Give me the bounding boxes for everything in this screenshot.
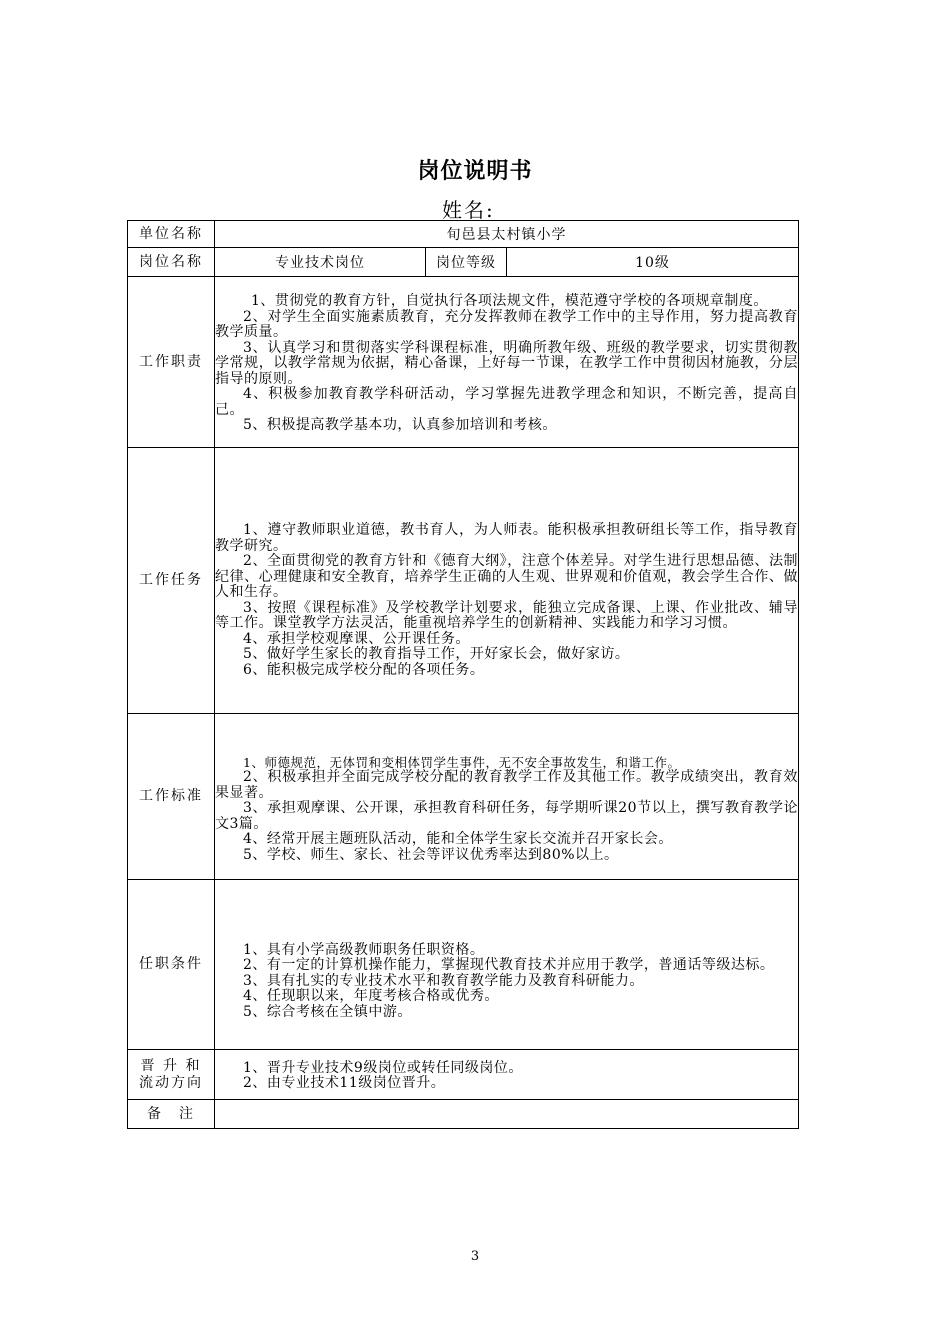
duty-item: 1、贯彻党的教育方针，自觉执行各项法规文件，模范遵守学校的各项规章制度。 (251, 293, 768, 310)
qualification-item: 4、任现职以来，年度考核合格或优秀。 (243, 988, 499, 1005)
qualification-item: 3、具有扎实的专业技术水平和教育教学能力及教育科研能力。 (243, 972, 644, 989)
job-description-table (127, 220, 799, 1129)
task-item: 6、能积极完成学校分配的各项任务。 (243, 661, 485, 678)
row-qualifications (128, 880, 799, 1050)
document-title: 岗位说明书 (417, 159, 533, 184)
row-unit (128, 221, 799, 248)
standard-item: 1、师德规范，无体罚和变相体罚学生事件，无不安全事故发生，和谐工作。 (243, 754, 681, 770)
tasks-label: 工作任务 (128, 448, 215, 714)
row-tasks (128, 448, 799, 714)
grade-value: 10级 (507, 248, 799, 277)
grade-label: 岗位等级 (426, 248, 507, 277)
qualifications-label: 任职条件 (128, 880, 215, 1050)
task-item: 1、遵守教师职业道德，教书育人，为人师表。能积极承担教研组长等工作，指导教育教学研究。 (215, 522, 799, 554)
duties-label: 工作职责 (128, 277, 215, 448)
row-position (128, 248, 799, 277)
qualifications-content (215, 880, 799, 1050)
task-item: 5、做好学生家长的教育指导工作，开好家长会，做好家访。 (243, 646, 630, 662)
standard-item: 4、经常开展主题班队活动，能和全体学生家长交流并召开家长会。 (243, 831, 673, 848)
unit-label: 单位名称 (128, 221, 215, 248)
qualification-item: 2、有一定的计算机操作能力，掌握现代教育技术并应用于教学，普通话等级达标。 (243, 957, 775, 974)
tasks-content (215, 448, 799, 714)
remarks-label: 备 注 (128, 1100, 215, 1129)
row-remarks (128, 1100, 799, 1129)
duty-item: 3、认真学习和贯彻落实学科课程标准，明确所教年级、班级的教学要求，切实贯彻教学常规，以教学常规为依据，精心备课，上好每一节课，在教学工作中贯彻因材施教，分层指导的原则。 (215, 339, 799, 387)
position-label: 岗位名称 (128, 248, 215, 277)
name-label: 姓名: (442, 198, 495, 222)
standard-item: 5、学校、师生、家长、社会等评议优秀率达到80%以上。 (243, 846, 619, 863)
standard-item: 2、积极承担并全面完成学校分配的教育教学工作及其他工作。教学成绩突出，教育效果显著。 (215, 769, 799, 801)
task-item: 4、承担学校观摩课、公开课任务。 (243, 630, 470, 647)
task-item: 3、按照《课程标准》及学校教学计划要求，能独立完成备课、上课、作业批改、辅导等工作。课堂教学方法灵活，能重视培养学生的创新精神、实践能力和学习习惯。 (215, 599, 799, 631)
promotion-label-line1: 晋 升 和 (140, 1057, 202, 1074)
row-duties (128, 277, 799, 448)
promotion-item: 1、晋升专业技术9级岗位或转任同级岗位。 (243, 1059, 523, 1076)
duty-item: 4、积极参加教育教学科研活动，学习掌握先进教学理念和知识，不断完善，提高自己。 (215, 386, 799, 418)
duties-content (215, 277, 799, 448)
promotion-item: 2、由专业技术11级岗位晋升。 (243, 1075, 446, 1091)
unit-value: 旬邑县太村镇小学 (215, 221, 799, 248)
qualification-item: 5、综合考核在全镇中游。 (243, 1003, 412, 1020)
row-standards (128, 714, 799, 880)
remarks-value (215, 1100, 799, 1129)
page-number: 3 (470, 1249, 480, 1264)
duty-item: 2、对学生全面实施素质教育，充分发挥教师在教学工作中的主导作用，努力提高教育教学质量。 (215, 308, 799, 341)
qualification-item: 1、具有小学高级教师职务任职资格。 (243, 941, 485, 958)
standards-content (215, 714, 799, 880)
standard-item: 3、承担观摩课、公开课，承担教育科研任务，每学期听课20节以上，撰写教育教学论文3篇。 (215, 800, 799, 832)
duty-item: 5、积极提高教学基本功，认真参加培训和考核。 (243, 417, 557, 434)
promotion-content (215, 1050, 799, 1100)
promotion-label-line2: 流动方向 (139, 1074, 203, 1091)
row-promotion (128, 1050, 799, 1100)
position-value: 专业技术岗位 (215, 248, 426, 277)
task-item: 2、全面贯彻党的教育方针和《德育大纲》，注意个体差异。对学生进行思想品德、法制纪律、心理健康和安全教育，培养学生正确的人生观、世界观和价值观，教会学生合作、做人和生存。 (215, 553, 799, 600)
standards-label: 工作标准 (128, 714, 215, 880)
promotion-label (128, 1050, 215, 1100)
